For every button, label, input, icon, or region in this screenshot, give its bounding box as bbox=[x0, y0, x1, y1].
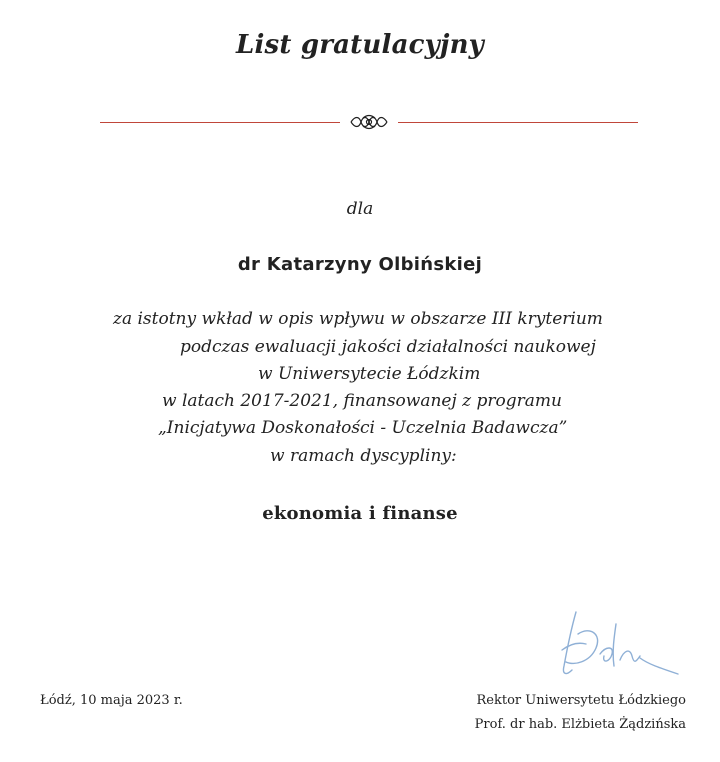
signatory-role: Rektor Uniwersytetu Łódzkiego bbox=[476, 693, 686, 708]
place-and-date: Łódź, 10 maja 2023 r. bbox=[40, 693, 183, 708]
citation-line: podczas ewaluacji jakości działalności naukowej bbox=[180, 337, 596, 357]
dedication-word: dla bbox=[346, 199, 374, 219]
citation-line: w Uniwersytecie Łódzkim bbox=[258, 364, 481, 384]
citation-line: w ramach dyscypliny: bbox=[270, 446, 457, 466]
document-title: List gratulacyjny bbox=[236, 30, 484, 60]
divider-line-left bbox=[100, 122, 340, 123]
recipient-name: dr Katarzyny Olbińskiej bbox=[237, 254, 483, 275]
citation-line: za istotny wkład w opis wpływu w obszarze III kryterium bbox=[113, 309, 603, 329]
signatory-name: Prof. dr hab. Elżbieta Żądzińska bbox=[474, 717, 686, 732]
citation-line: „Inicjatywa Doskonałości - Uczelnia Badawcza” bbox=[158, 418, 568, 438]
divider-line-right bbox=[398, 122, 638, 123]
citation-line: w latach 2017-2021, finansowanej z programu bbox=[162, 391, 562, 411]
handwritten-signature bbox=[556, 604, 686, 684]
discipline-name: ekonomia i finanse bbox=[262, 503, 458, 524]
ornamental-divider bbox=[100, 110, 638, 134]
ornament-icon bbox=[349, 112, 389, 132]
